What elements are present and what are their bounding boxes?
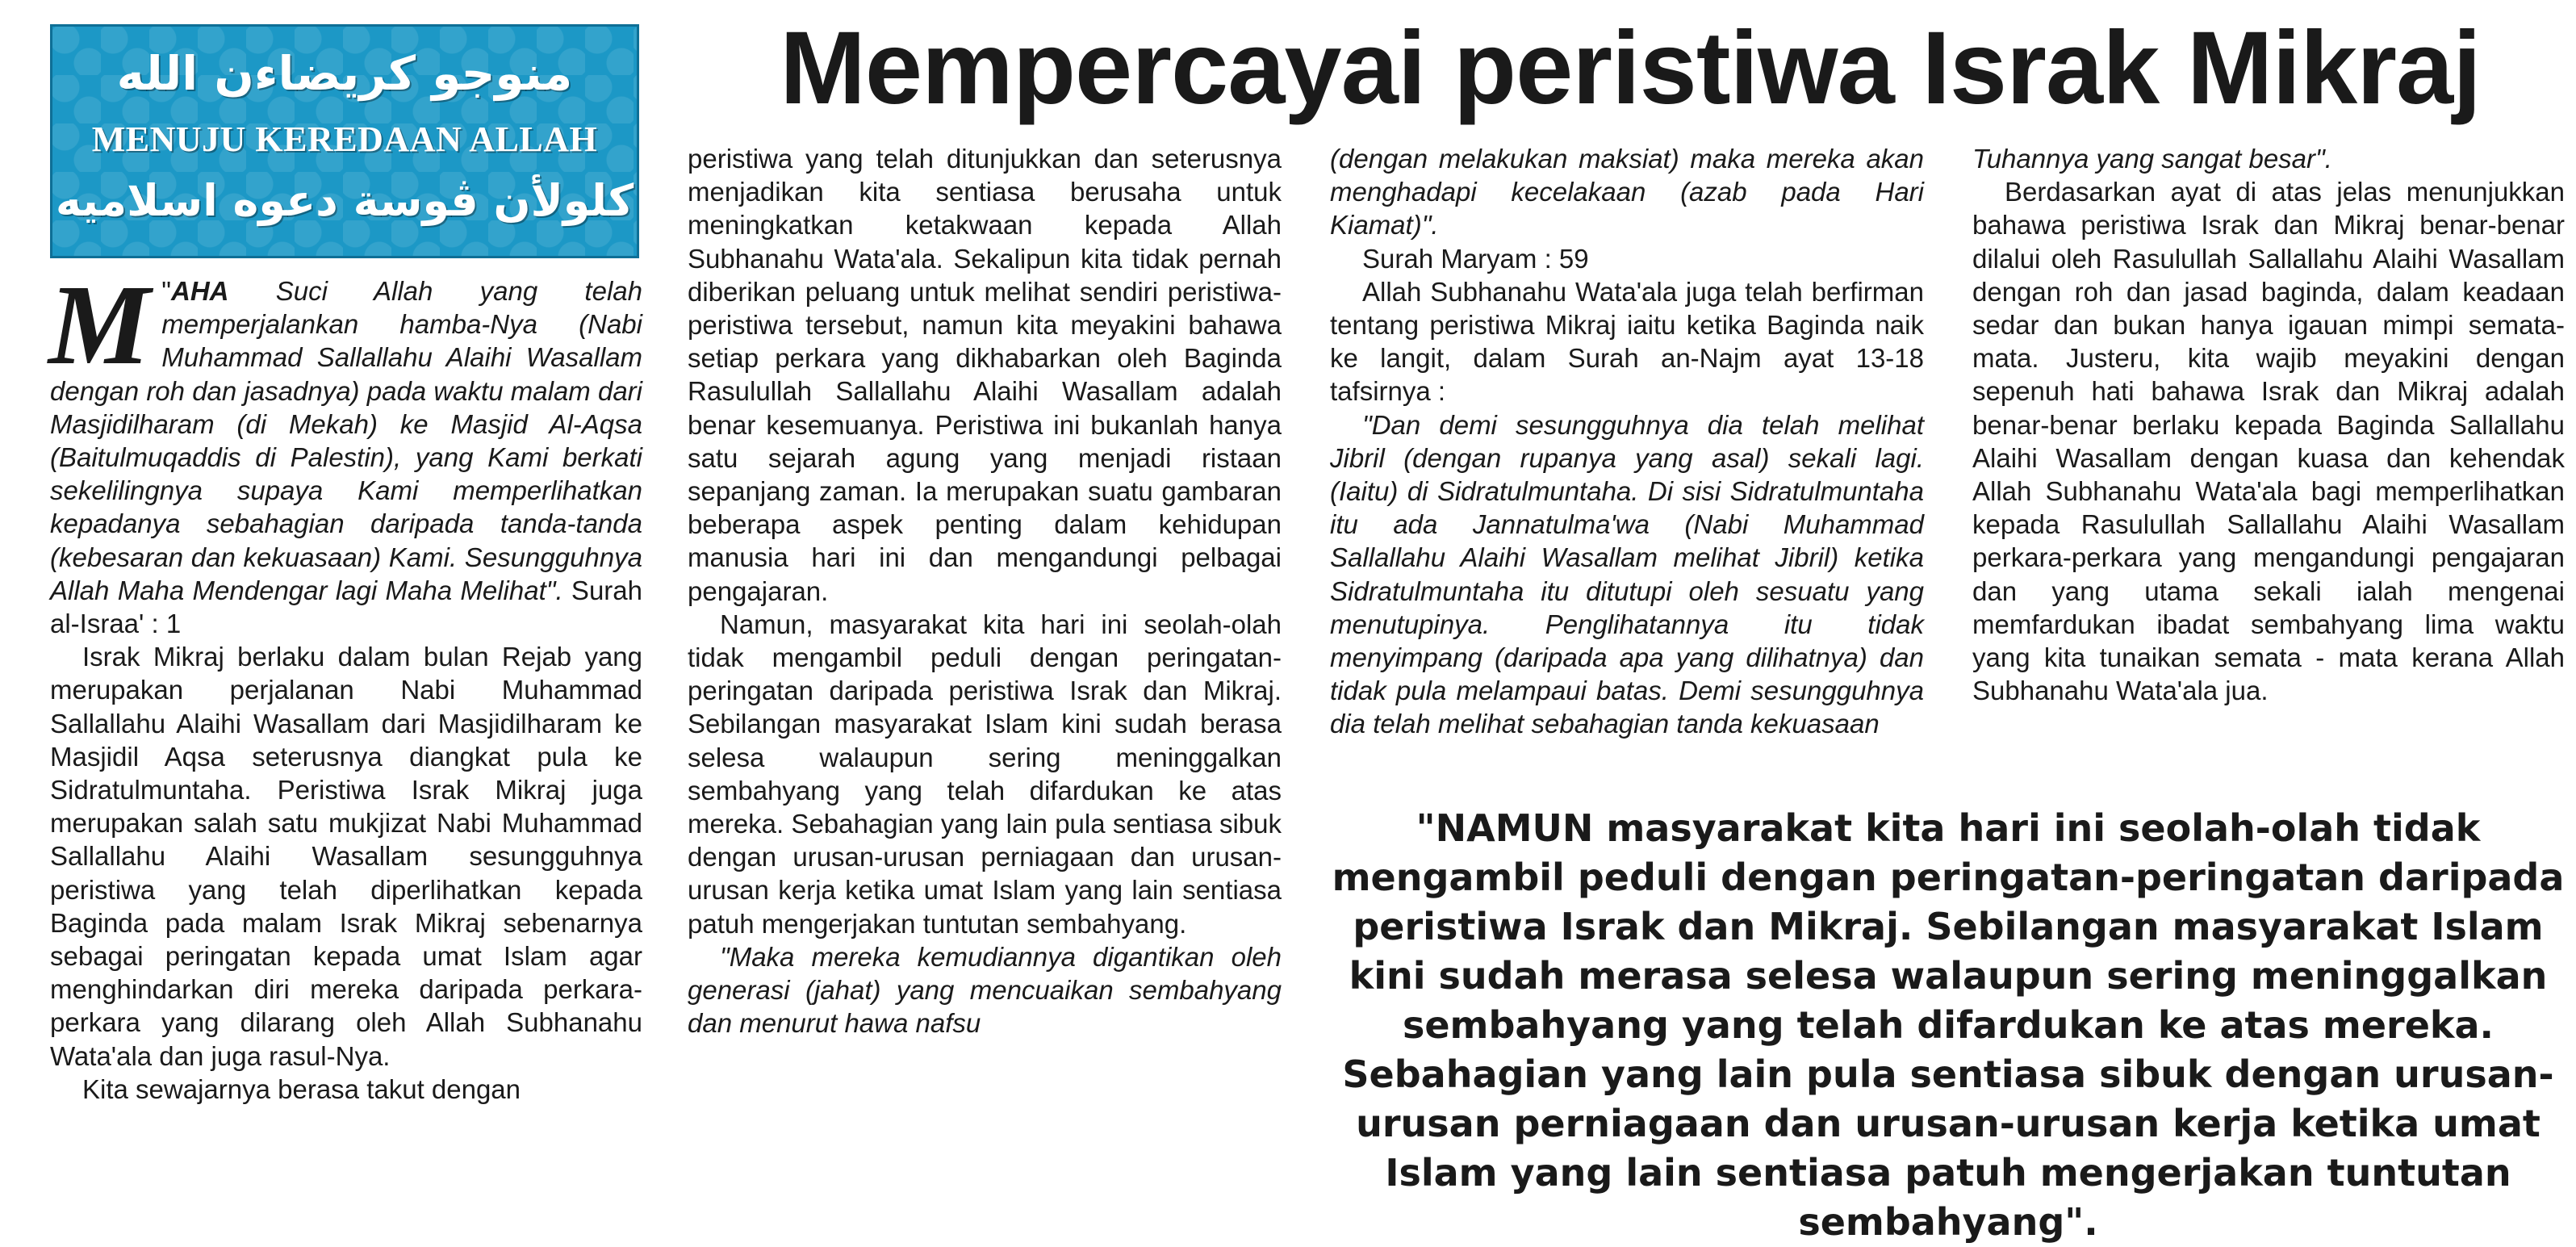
pull-quote-text: masyarakat kita hari ini seolah-olah tidak mengambil peduli dengan peringatan-peringatan daripada peristiwa Israk dan Mikraj. Sebilangan masyarakat Islam kini sudah merasa selesa walaupun sering meninggalkan sembahyang yang telah difardukan ke atas mereka. Sebahagian yang lain pula sentiasa sibuk dengan urusan-urusan perniagaan dan urusan-urusan kerja ketika umat Islam yang lain sentiasa patuh mengerjakan tuntutan sembahyang". (1332, 806, 2565, 1244)
pull-quote (1327, 804, 2570, 1247)
article-column-3 (1330, 142, 1924, 741)
article-column-1 (48, 261, 642, 1106)
logo-latin-title: MENUJU KEREDAAN ALLAH (91, 119, 598, 159)
article-column-2 (688, 142, 1282, 1040)
quoted-verse: "Maka mereka kemudiannya digantikan oleh generasi (jahat) yang mencuaikan sembahyang dan menurut hawa nafsu (688, 941, 1282, 1039)
logo-jawi-title: منوجو كريضاءن الله (116, 46, 573, 101)
opening-verse (48, 261, 642, 640)
paragraph: Allah Subhanahu Wata'ala juga telah berfirman tentang peristiwa Mikraj iaitu ketika Baginda naik ke langit, dalam Surah an-Najm ayat 13-18 tafsirnya : (1330, 276, 1924, 407)
verse-reference: Surah Maryam : 59 (1362, 243, 1589, 274)
verse-text: Suci Allah yang telah memperjalankan hamba-Nya (Nabi Muhammad Sallallahu Alaihi Wasallam dengan roh dan jasadnya) pada waktu malam dari Masjidilharam (di Mekah) ke Masjid Al-Aqsa (Baitulmuqaddis di Palestin), yang Kami berkati sekelilingnya supaya Kami memperlihatkan kepadanya sebahagian daripada tanda-tanda (kebesaran dan kekuasaan) Kami. Sesungguhnya Allah Maha Mendengar lagi Maha Melihat". (50, 276, 642, 605)
paragraph: Namun, masyarakat kita hari ini seolah-olah tidak mengambil peduli dengan peringatan-peringatan daripada peristiwa Israk dan Mikraj. Sebilangan masyarakat Islam kini sudah berasa selesa walaupun sering meninggalkan sembahyang yang telah difardukan ke atas mereka. Sebahagian yang lain pula sentiasa sibuk dengan urusan-urusan perniagaan dan urusan-urusan kerja ketika umat Islam yang lain sentiasa patuh mengerjakan tuntutan sembahyang. (688, 609, 1282, 939)
article-headline: Mempercayai peristiwa Israk Mikraj (780, 10, 2481, 126)
logo-jawi-subtitle: كلولأن ڤوسة دعوه اسلاميه (55, 175, 634, 226)
quoted-verse: "Dan demi sesungguhnya dia telah melihat Jibril (dengan rupanya yang asal) sekali lagi. (Iaitu) di Sidratulmuntaha. Di sisi Sidratulmuntaha itu ada Jannatulma'wa (Nabi Muhammad Sallallahu Alaihi Wasallam melihat Jibril) ketika Sidratulmuntaha itu ditutupi oleh sesuatu yang menutupinya. Penglihatannya itu tidak menyimpang (daripada apa yang dilihatnya) dan tidak pula melampaui batas. Demi sesungguhnya dia telah melihat sebahagian tanda kekuasaan (1330, 409, 1924, 739)
paragraph: Israk Mikraj berlaku dalam bulan Rejab yang merupakan perjalanan Nabi Muhammad Sallallahu Alaihi Wasallam dari Masjidilharam ke Masjidil Aqsa seterusnya diangkat pula ke Sidratulmuntaha. Peristiwa Israk Mikraj juga merupakan salah satu mukjizat Nabi Muhammad Sallallahu Alaihi Wasallam sesungguhnya peristiwa yang telah diperlihatkan kepada Baginda pada malam Israk Mikraj sebenarnya sebagai peringatan kepada umat Islam agar menghindarkan diri mereka daripada perkara-perkara yang dilarang oleh Allah Subhanahu Wata'ala dan juga rasul-Nya. (50, 642, 642, 1071)
article-column-4 (1972, 142, 2565, 707)
verse-reference: Surah al-Israa' : 1 (50, 575, 642, 639)
paragraph: Berdasarkan ayat di atas jelas menunjukkan bahawa peristiwa Israk dan Mikraj benar-benar dilalui oleh Rasulullah Sallallahu Alaihi Wasallam dengan roh dan jasad baginda, dalam keadaan sedar dan bukan hanya igauan mimpi semata-mata. Justeru, kita wajib meyakini dengan sepenuh hati bahawa Israk dan Mikraj adalah benar-benar berlaku kepada Baginda Sallallahu Alaihi Wasallam dengan kuasa dan kehendak Allah Subhanahu Wata'ala bagi memperlihatkan kepada Rasulullah Sallallahu Alaihi Wasallam perkara-perkara yang mengandungi pengajaran dan yang utama sekali ialah mengenai memfardukan ibadat sembahyang lima waktu yang kita tunaikan semata - mata kerana Allah Subhanahu Wata'ala jua. (1972, 177, 2565, 706)
quoted-verse: Tuhannya yang sangat besar". (1972, 144, 2332, 174)
pull-quote-lead: "NAMUN (1416, 806, 1594, 850)
drop-cap: M (48, 261, 151, 388)
opening-quote-mark: " (161, 276, 171, 306)
lead-caps: AHA (170, 276, 229, 306)
paragraph: Kita sewajarnya berasa takut dengan (82, 1073, 521, 1104)
paragraph: peristiwa yang telah ditunjukkan dan seterusnya menjadikan kita sentiasa berusaha untuk meningkatkan ketakwaan kepada Allah Subhanahu Wata'ala. Sekalipun kita tidak pernah diberikan peluang untuk melihat sendiri peristiwa-peristiwa tersebut, namun kita meyakini bahawa setiap perkara yang dikhabarkan oleh Baginda Rasulullah Sallallahu Alaihi Wasallam adalah benar kesemuanya. Peristiwa ini bukanlah hanya satu sejarah agung yang menjadi ristaan sepanjang zaman. Ia merupakan suatu gambaran beberapa aspek penting dalam kehidupan manusia hari ini dan mengandungi pelbagai pengajaran. (688, 144, 1282, 606)
column-logo (50, 24, 639, 258)
quoted-verse: (dengan melakukan maksiat) maka mereka akan menghadapi kecelakaan (azab pada Hari Kiamat)". (1330, 144, 1924, 241)
